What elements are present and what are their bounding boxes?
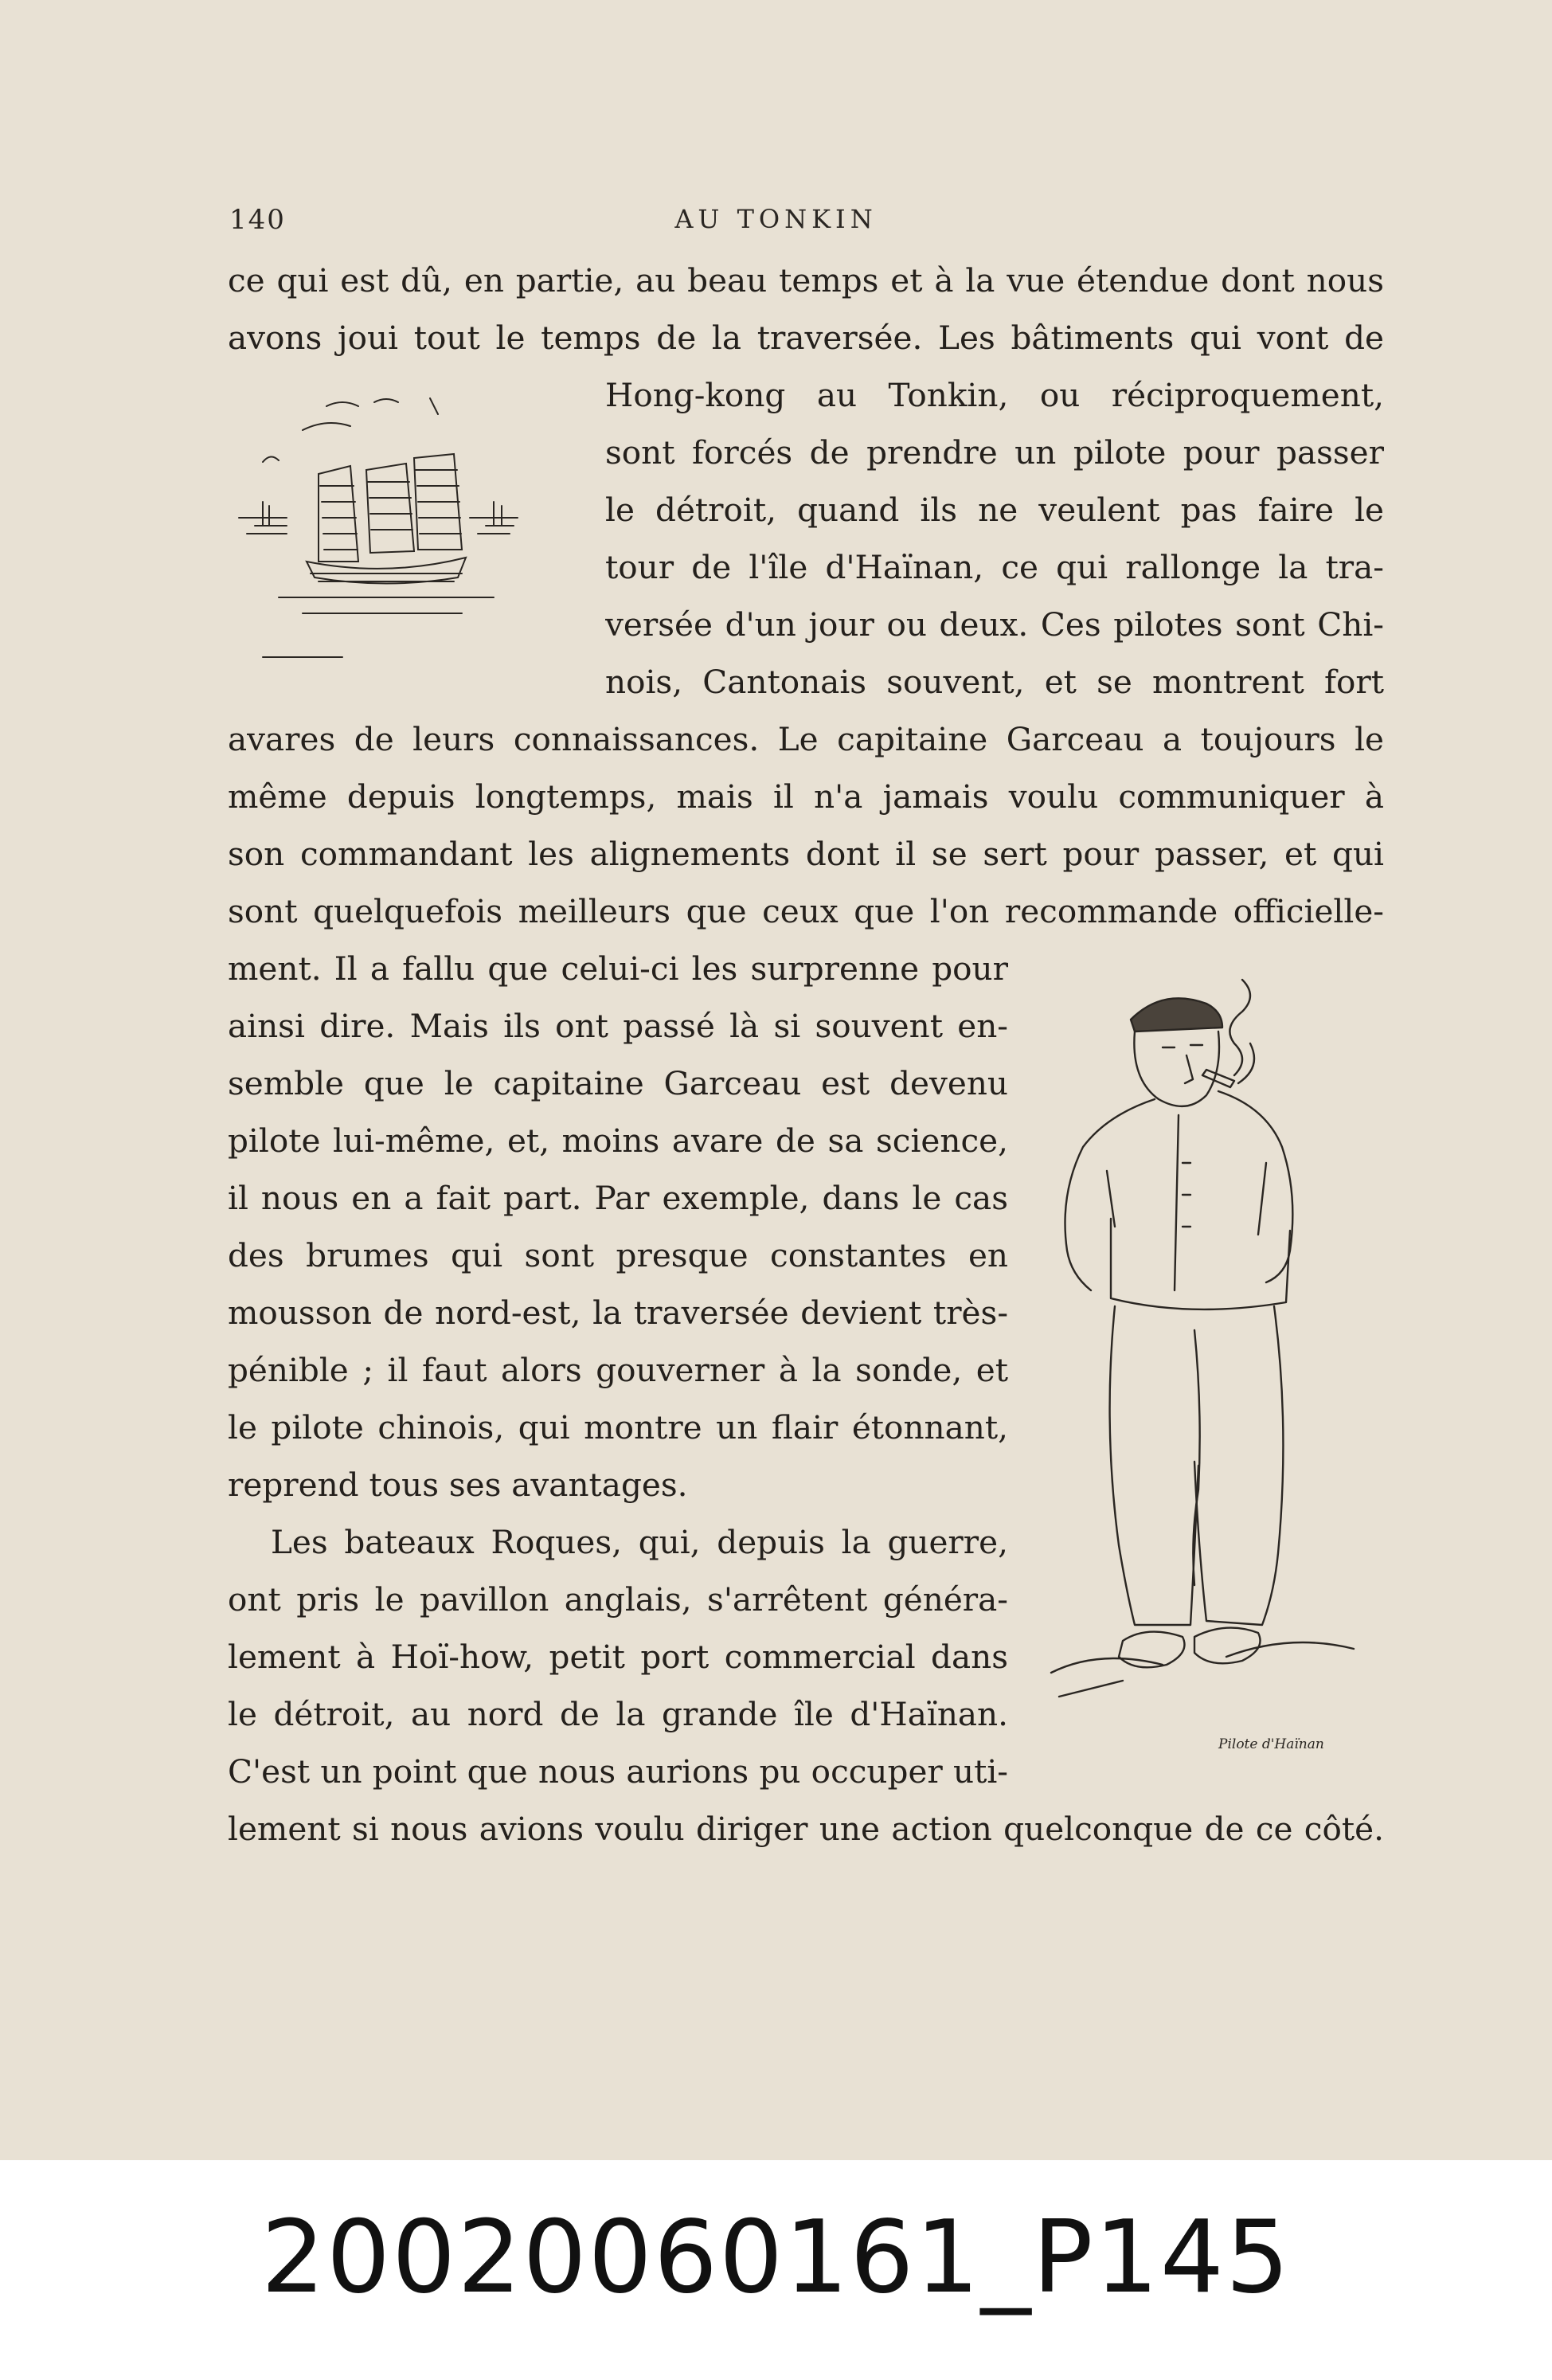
text-line: sont forcés de prendre un pilote pour passer [605, 433, 1384, 472]
text-line: pilote lui-même, et, moins avare de sa science, [228, 1121, 1008, 1160]
text-line: son commandant les alignements dont il se sert pour passer, et qui [228, 835, 1384, 873]
text-line: nois, Cantonais souvent, et se montrent fort [605, 663, 1384, 701]
text-line: ce qui est dû, en partie, au beau temps et à la vue étendue dont nous [228, 261, 1384, 299]
text-line: versée d'un jour ou deux. Ces pilotes sont Chi- [605, 605, 1384, 644]
text-line: reprend tous ses avantages. [228, 1466, 688, 1504]
text-line: mousson de nord-est, la traversée devient très- [228, 1294, 1008, 1332]
page-number: 140 [229, 204, 286, 236]
text-line: lement à Hoï-how, petit port commercial dans [228, 1638, 1008, 1676]
text-line: ont pris le pavillon anglais, s'arrêtent généra- [228, 1580, 1008, 1619]
text-line: le pilote chinois, qui montre un flair étonnant, [228, 1408, 1008, 1446]
running-title: AU TONKIN [674, 204, 878, 234]
text-line: semble que le capitaine Garceau est devenu [228, 1064, 1008, 1102]
chinese-pilot-illustration [1035, 956, 1386, 1744]
text-line: des brumes qui sont presque constantes en [228, 1236, 1008, 1274]
illustration-caption: Pilote d'Haïnan [1218, 1736, 1324, 1752]
text-line: il nous en a fait part. Par exemple, dans le cas [228, 1179, 1008, 1217]
junk-boats-illustration [231, 382, 581, 685]
scan-identifier: 20020060161_P145 [260, 2198, 1292, 2315]
text-line: avares de leurs connaissances. Le capitaine Garceau a toujours le [228, 720, 1384, 758]
text-line: Hong-kong au Tonkin, ou réciproquement, [605, 376, 1384, 414]
text-line: le détroit, quand ils ne veulent pas faire le [605, 491, 1384, 529]
text-line: sont quelquefois meilleurs que ceux que l'on recommande officielle- [228, 892, 1384, 930]
text-line: ainsi dire. Mais ils ont passé là si souvent en- [228, 1007, 1008, 1045]
text-line: même depuis longtemps, mais il n'a jamais voulu communiquer à [228, 777, 1384, 816]
text-line: C'est un point que nous aurions pu occuper uti- [228, 1752, 1008, 1791]
text-line: Les bateaux Roques, qui, depuis la guerre, [271, 1523, 1008, 1561]
text-line: ment. Il a fallu que celui-ci les surprenne pour [228, 949, 1008, 988]
text-line: pénible ; il faut alors gouverner à la sonde, et [228, 1351, 1008, 1389]
text-line: tour de l'île d'Haïnan, ce qui rallonge la tra- [605, 548, 1384, 586]
text-line: le détroit, au nord de la grande île d'Haïnan. [228, 1695, 1008, 1733]
text-line: lement si nous avions voulu diriger une action quelconque de ce côté. [228, 1810, 1384, 1848]
text-line: avons joui tout le temps de la traversée. Les bâtiments qui vont de [228, 319, 1384, 357]
